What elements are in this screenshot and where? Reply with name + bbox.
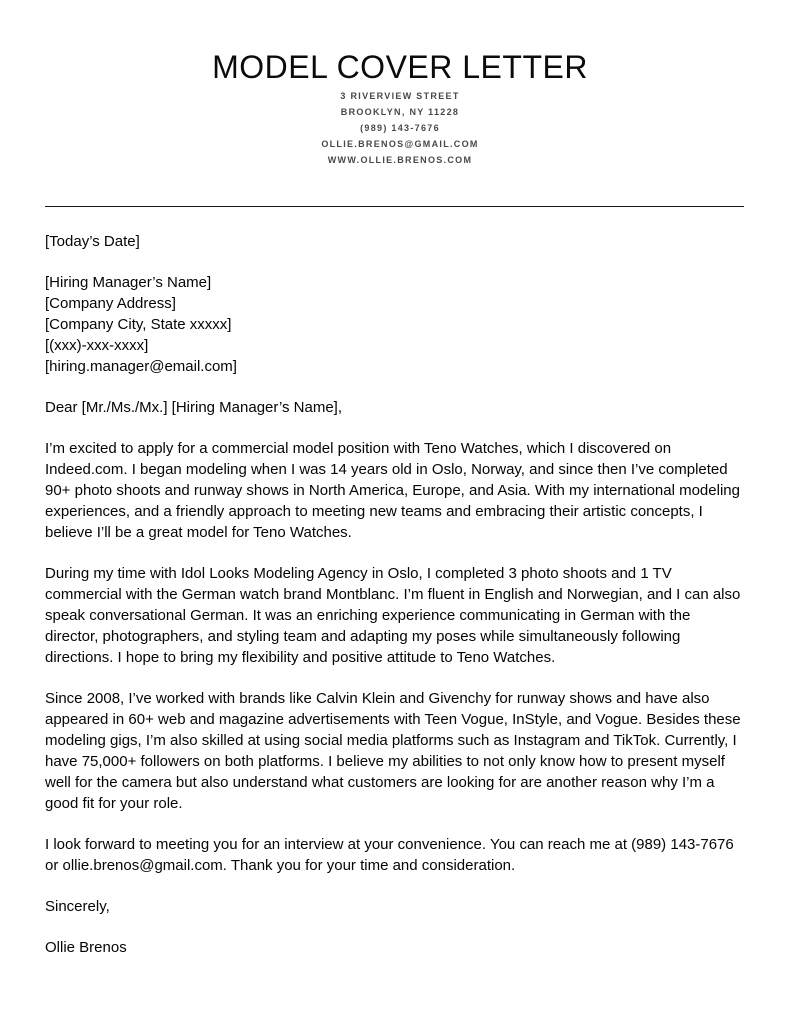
recipient-block [45, 272, 744, 377]
recipient-company-address: [Company Address] [45, 295, 176, 312]
contact-street: 3 RIVERVIEW STREET [340, 91, 460, 101]
recipient-email: [hiring.manager@email.com] [45, 358, 237, 375]
paragraph-call-to-action: I look forward to meeting you for an interview at your convenience. You can reach me at (989) 143-7676 or ollie.brenos@gmail.com. Thank you for your time and consideration. [45, 836, 734, 874]
letter-body [45, 231, 744, 958]
letter-header [45, 50, 755, 168]
contact-phone: (989) 143-7676 [360, 123, 440, 133]
paragraph-experience: During my time with Idol Looks Modeling Agency in Oslo, I completed 3 photo shoots and 1 TV commercial with the German watch brand Montblanc. I’m fluent in English and Norwegian, and I can also speak conversational German. It was an enriching experience communicating in German with the director, photographers, and styling team and adapting my poses while simultaneously following directions. I hope to bring my flexibility and positive attitude to Teno Watches. [45, 565, 741, 666]
paragraph-introduction: I’m excited to apply for a commercial model position with Teno Watches, which I discovered on Indeed.com. I began modeling when I was 14 years old in Oslo, Norway, and since then I’ve completed 90+ photo shoots and runway shows in North America, Europe, and Asia. With my international modeling experiences, and a friendly approach to meeting new teams and embracing their artistic concepts, I believe I’ll be a great model for Teno Watches. [45, 440, 740, 541]
recipient-phone: [(xxx)-xxx-xxxx] [45, 337, 149, 354]
salutation: Dear [Mr./Ms./Mx.] [Hiring Manager’s Name], [45, 399, 343, 416]
contact-website: WWW.OLLIE.BRENOS.COM [327, 155, 473, 165]
contact-city-state-zip: BROOKLYN, NY 11228 [340, 107, 460, 117]
header-divider [45, 206, 744, 207]
paragraph-brands-social: Since 2008, I’ve worked with brands like Calvin Klein and Givenchy for runway shows and have also appeared in 60+ web and magazine advertisements with Teen Vogue, InStyle, and Vogue. Besides these modeling gigs, I’m also skilled at using social media platforms such as Instagram and TikTok. Currently, I have 75,000+ followers on both platforms. I believe my abilities to not only know how to present myself well for the camera but also understand what customers are looking for are another reason why I’m a good fit for your role. [45, 690, 741, 812]
contact-info-block [45, 88, 755, 168]
closing: Sincerely, [45, 898, 110, 915]
date-placeholder: [Today’s Date] [45, 233, 140, 250]
signature-name: Ollie Brenos [45, 939, 127, 956]
recipient-company-city-state: [Company City, State xxxxx] [45, 316, 232, 333]
contact-email: OLLIE.BRENOS@GMAIL.COM [321, 139, 479, 149]
recipient-name: [Hiring Manager’s Name] [45, 274, 212, 291]
page-title: MODEL COVER LETTER [212, 49, 588, 85]
